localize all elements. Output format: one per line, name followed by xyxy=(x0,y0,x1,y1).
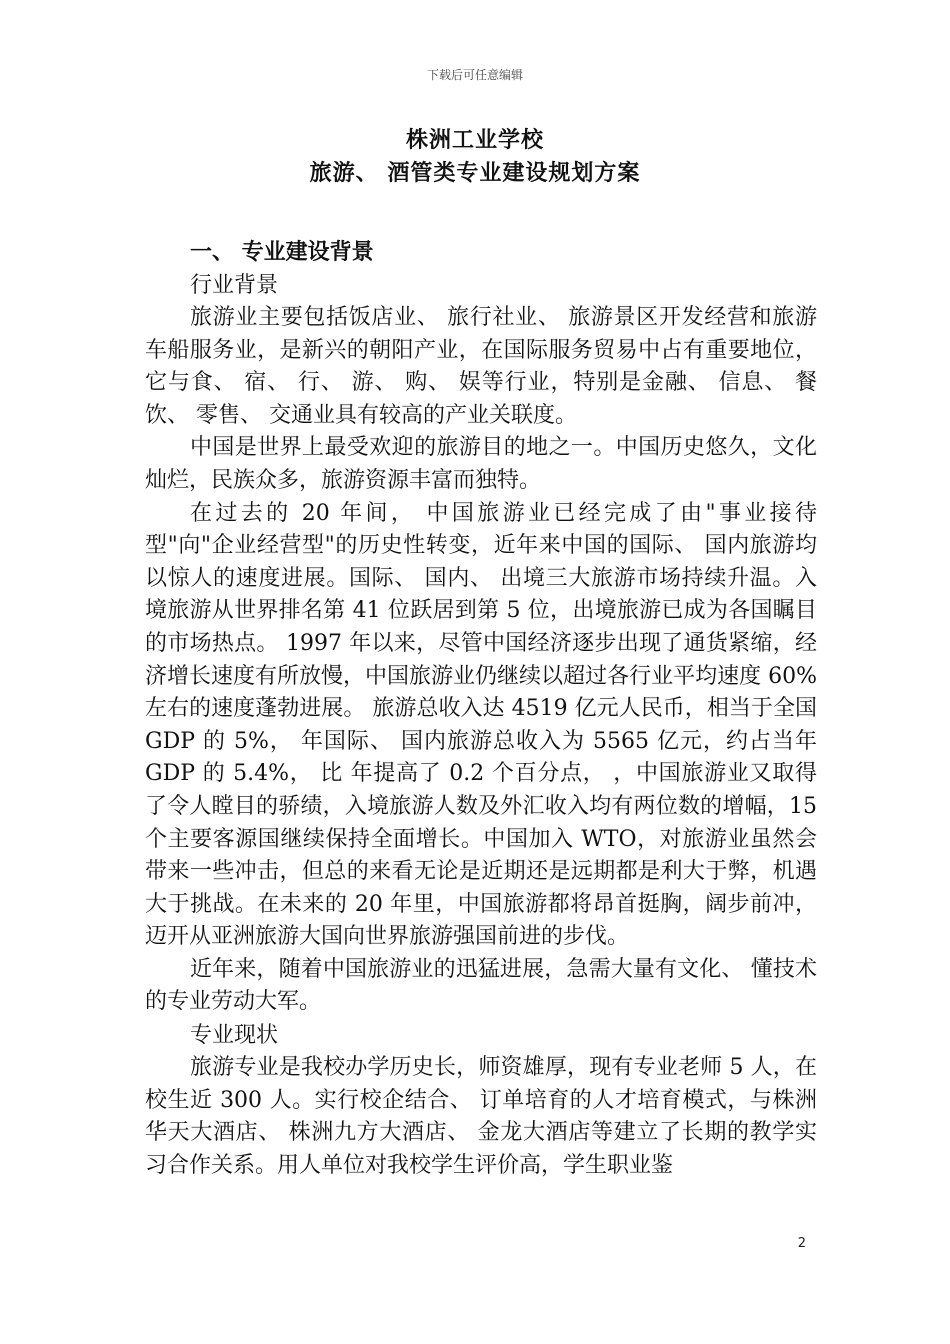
paragraph-labor-demand: 近年来，随着中国旅游业的迅猛进展，急需大量有文化、 懂技术的专业劳动大军。 xyxy=(145,956,817,1015)
header-note: 下载后可任意编辑 xyxy=(426,68,523,82)
section-heading: 一、 专业建设背景 xyxy=(190,240,374,265)
document-title-school: 株洲工业学校 xyxy=(405,128,544,153)
paragraph-program-status: 旅游专业是我校办学历史长，师资雄厚，现有专业老师 5 人，在校生近 300 人。实行校企结合、 订单培育的人才培育模式，与株洲华天大酒店、 株洲九方大酒店、 金龙大酒店等建立了长期的教学实习合作关系。用人单位对我校学生评价高，学生职业鉴 xyxy=(145,1055,817,1178)
industry-background-heading: 行业背景 xyxy=(190,273,279,298)
page-number: 2 xyxy=(797,1236,806,1251)
paragraph-china-destination: 中国是世界上最受欢迎的旅游目的地之一。中国历史悠久，文化灿烂，民族众多，旅游资源丰富而独特。 xyxy=(145,435,817,493)
paragraph-industry-overview: 旅游业主要包括饭店业、 旅行社业、 旅游景区开发经营和旅游车船服务业，是新兴的朝阳产业，在国际服务贸易中占有重要地位，它与食、 宿、 行、 游、 购、 娱等行业，特别是金融、 信息、 餐饮、 零售、 交通业具有较高的产业关联度。 xyxy=(145,305,817,428)
status-heading: 专业现状 xyxy=(190,1023,279,1049)
document-body xyxy=(145,236,817,1182)
paragraph-tourism-development: 在过去的 20 年间， 中国旅游业已经完成了由"事业接待型"向"企业经营型"的历史性转变，近年来中国的国际、 国内旅游均以惊人的速度进展。国际、 国内、 出境三大旅游市场持续升温。入境旅游从世界排名第 41 位跃居到第 5 位，出境旅游已成为各国瞩目的市场热点。 1997 年以来，尽管中国经济逐步出现了通货紧缩，经济增长速度有所放慢，中国旅游业仍继续以超过各行业平均速度 60%左右的速度蓬勃进展。 旅游总收入达 4519 亿元人民币，相当于全国 GDP 的 5%， 年国际、 国内旅游总收入为 5565 亿元，约占当年 GDP 的 5.4%， 比 年提高了 0.2 个百分点， ，中国旅游业又取得了令人瞠目的骄绩，入境旅游人数及外汇收入均有两位数的增幅，15 个主要客源国继续保持全面增长。中国加入 WTO，对旅游业虽然会带来一些冲击，但总的来看无论是近期还是远期都是利大于弊，机遇大于挑战。在未来的 20 年里，中国旅游都将昂首挺胸，阔步前冲，迈开从亚洲旅游大国向世界旅游强国前进的步伐。 xyxy=(145,500,817,950)
document-title-plan: 旅游、 酒管类专业建设规划方案 xyxy=(309,161,641,186)
